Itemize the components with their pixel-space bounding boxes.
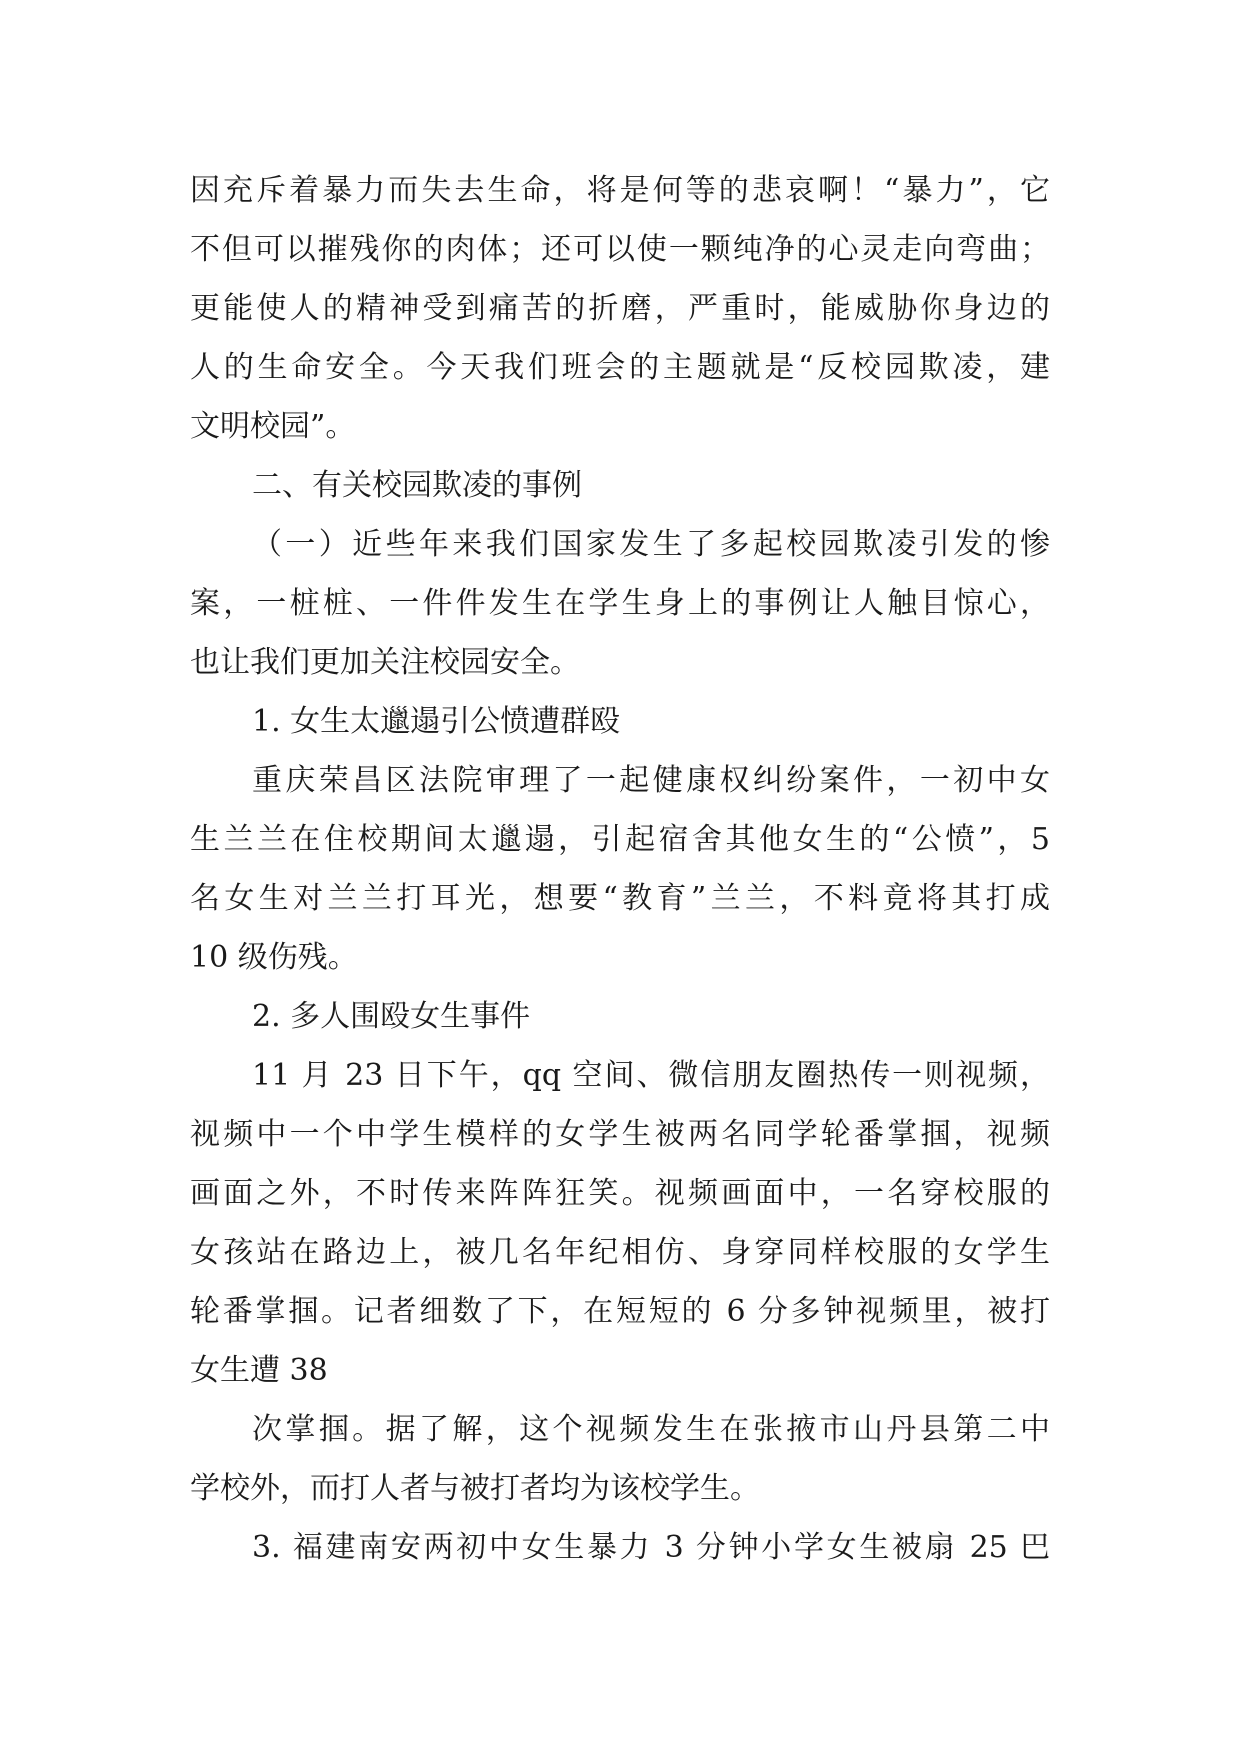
paragraph-line: 10 级伤残。 — [190, 940, 358, 975]
paragraph-line: 人的生命安全。今天我们班会的主题就是“反校园欺凌，建 — [190, 350, 1050, 385]
paragraph-line: 名女生对兰兰打耳光，想要“教育”兰兰，不料竟将其打成 — [190, 881, 1050, 916]
paragraph-line: 女孩站在路边上，被几名年纪相仿、身穿同样校服的女学生 — [190, 1235, 1050, 1270]
case-heading: 3. 福建南安两初中女生暴力 3 分钟小学女生被扇 25 巴 — [252, 1530, 1050, 1565]
paragraph-line: （一）近些年来我们国家发生了多起校园欺凌引发的惨 — [252, 527, 1050, 562]
case-heading: 1. 女生太邋遢引公愤遭群殴 — [252, 704, 621, 739]
paragraph-line: 次掌掴。据了解，这个视频发生在张掖市山丹县第二中 — [252, 1412, 1050, 1447]
section-heading: 二、有关校园欺凌的事例 — [252, 468, 582, 503]
paragraph-line: 学校外，而打人者与被打者均为该校学生。 — [190, 1471, 760, 1506]
paragraph-line: 女生遭 38 — [190, 1353, 328, 1388]
case-heading: 2. 多人围殴女生事件 — [252, 999, 531, 1034]
paragraph-line: 画面之外，不时传来阵阵狂笑。视频画面中，一名穿校服的 — [190, 1176, 1050, 1211]
paragraph-line: 生兰兰在住校期间太邋遢，引起宿舍其他女生的“公愤”，5 — [190, 822, 1050, 857]
paragraph-line: 轮番掌掴。记者细数了下，在短短的 6 分多钟视频里，被打 — [190, 1294, 1050, 1329]
paragraph-line: 也让我们更加关注校园安全。 — [190, 645, 580, 680]
paragraph-line: 文明校园”。 — [190, 409, 356, 444]
paragraph-line: 更能使人的精神受到痛苦的折磨，严重时，能威胁你身边的 — [190, 291, 1050, 326]
paragraph-line: 重庆荣昌区法院审理了一起健康权纠纷案件，一初中女 — [252, 763, 1050, 798]
paragraph-line: 11 月 23 日下午，qq 空间、微信朋友圈热传一则视频， — [252, 1058, 1050, 1093]
paragraph-line: 因充斥着暴力而失去生命，将是何等的悲哀啊！“暴力”，它 — [190, 173, 1050, 208]
paragraph-line: 不但可以摧残你的肉体；还可以使一颗纯净的心灵走向弯曲； — [190, 232, 1050, 267]
paragraph-line: 案，一桩桩、一件件发生在学生身上的事例让人触目惊心， — [190, 586, 1050, 621]
paragraph-line: 视频中一个中学生模样的女学生被两名同学轮番掌掴，视频 — [190, 1117, 1050, 1152]
